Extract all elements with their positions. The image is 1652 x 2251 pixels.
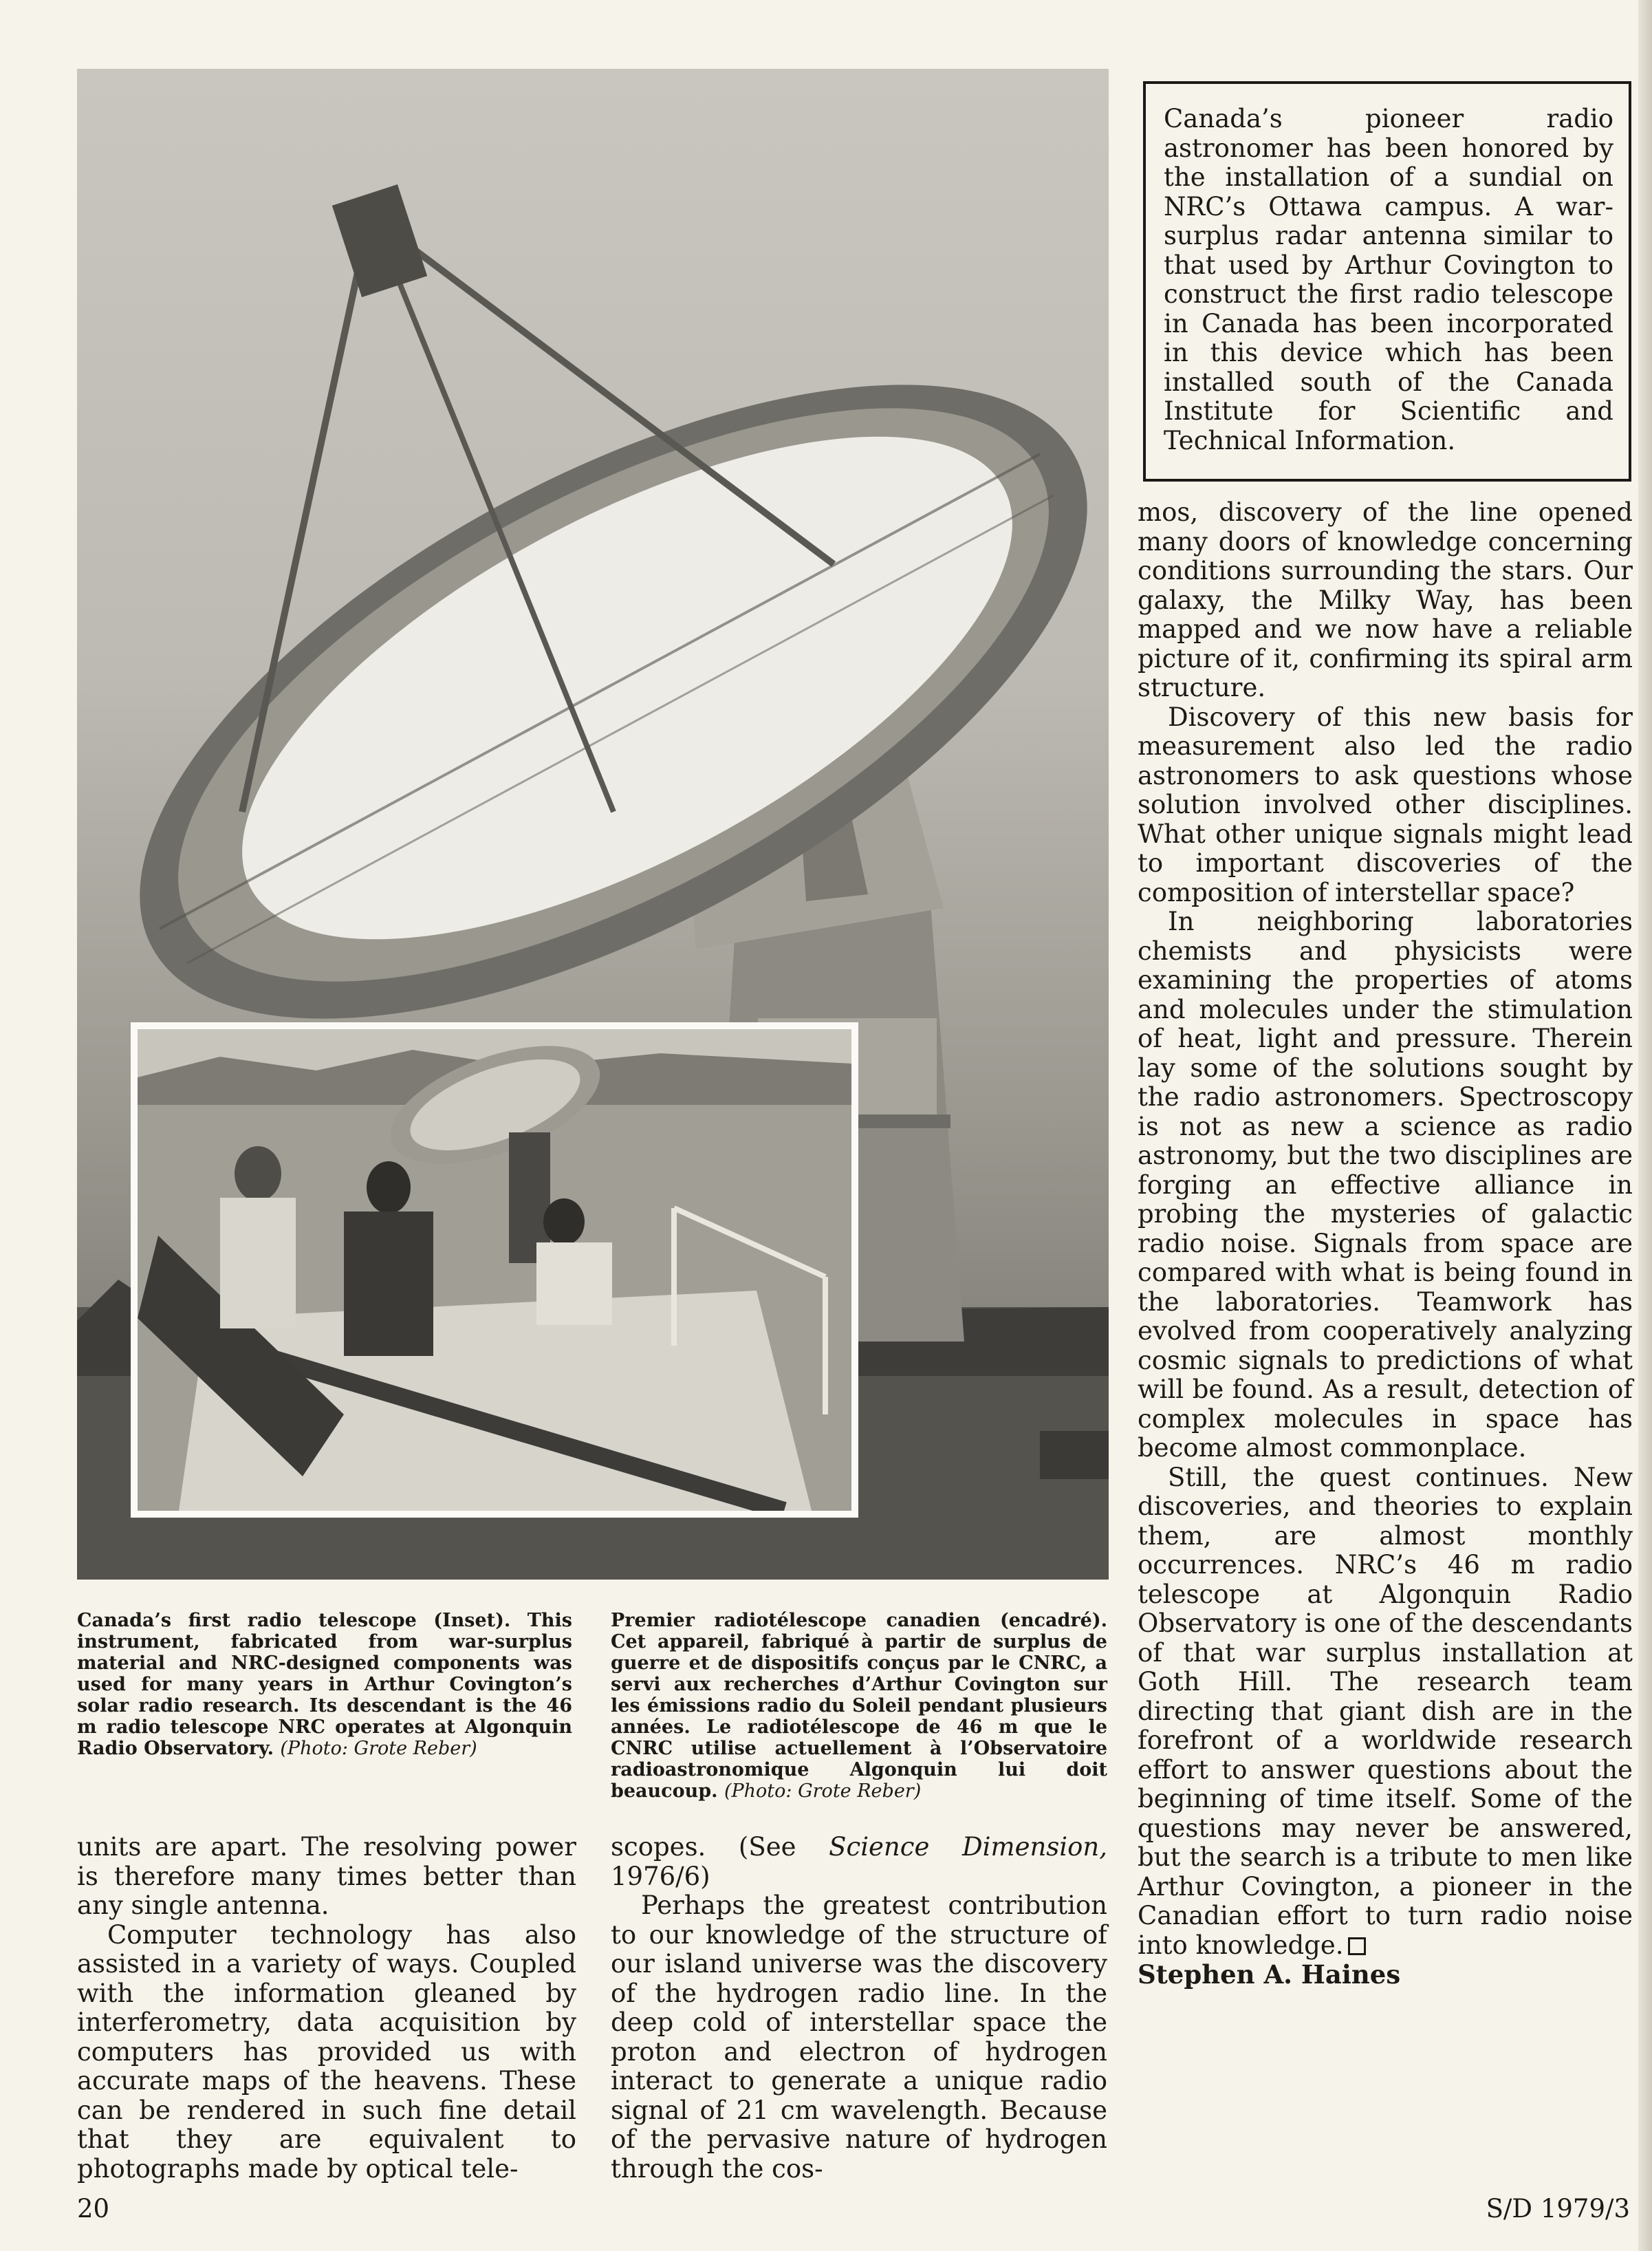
inset-photo-first-radio-telescope xyxy=(131,1022,858,1518)
column-3-paragraph-1: mos, discovery of the line opened many doors of knowledge concerning conditions surrounding the stars. Our galaxy, the Milky Way, has been mapped and we now have a reliable picture of it, confirming its spiral arm structure. xyxy=(1138,497,1633,702)
column-3-paragraph-4-text: Still, the quest continues. New discoveries, and theories to explain them, are almost monthly occurrences. NRC’s 46 m radio telescope at Algonquin Radio Observatory is one of the descendants of that war surplus installation at Goth Hill. The research team directing that giant dish are in the forefront of a worldwide research effort to answer questions about the beginning of time itself. Some of the questions may never be answered, but the search is a tribute to men like Arthur Covington, a pioneer in the Canadian effort to turn radio noise into knowledge. xyxy=(1138,1462,1633,1960)
column-3-paragraph-4 xyxy=(1138,1463,1633,1961)
column-3-paragraph-2: Discovery of this new basis for measurement also led the radio astronomers to ask questions whose solution involved other disciplines. What other unique signals might lead to important discoveries of the composition of interstellar space? xyxy=(1138,702,1633,907)
sidebar-box xyxy=(1143,81,1631,482)
article-column-2 xyxy=(611,1833,1107,2184)
page-number: 20 xyxy=(77,2194,110,2223)
column-1-paragraph-1: units are apart. The resolving power is therefore many times better than any single antenna. xyxy=(77,1832,576,1920)
issue-label: S/D 1979/3 xyxy=(1486,2194,1630,2223)
science-dimension-reference: Science Dimension, xyxy=(829,1832,1107,1862)
inset-illustration xyxy=(138,1029,851,1511)
photo-caption-english xyxy=(77,1610,572,1759)
page-edge xyxy=(1638,0,1652,2251)
column-2-paragraph-2: Perhaps the greatest contribution to our knowledge of the structure of our island universe was the discovery of the hydrogen radio line. In the deep cold of interstellar space the proton and electron of hydrogen interact to generate a unique radio signal of 21 cm wavelength. Because of the pervasive nature of hydrogen through the cos- xyxy=(611,1891,1107,2184)
photo-caption-french xyxy=(611,1610,1107,1802)
caption-french-text: Premier radiotélescope canadien (encadré). Cet appareil, fabriqué à partir de surplus de guerre et de dispositifs conçus par le CNRC, a servi aux recherches d’Arthur Covington sur les émissions radio du Soleil pendant plusieurs années. Le radiotélescope de 46 m que le CNRC utilise actuellement à l’Observatoire radioastronomique Algonquin lui doit beaucoup. xyxy=(611,1610,1107,1802)
article-column-3 xyxy=(1138,498,1633,1990)
radio-telescope-photo xyxy=(77,69,1109,1580)
caption-english-text: Canada’s first radio telescope (Inset). This instrument, fabricated from war-surplus material and NRC-designed components was used for many years in Arthur Covington’s solar radio research. Its descendant is the 46 m radio telescope NRC operates at Algonquin Radio Observatory. xyxy=(77,1610,572,1759)
article-column-1 xyxy=(77,1833,576,2184)
caption-french-credit: (Photo: Grote Reber) xyxy=(724,1780,922,1802)
column-2-paragraph-1 xyxy=(611,1833,1107,1891)
end-mark-icon xyxy=(1348,1937,1366,1955)
column-2-text-a: scopes. (See xyxy=(611,1832,829,1862)
sidebar-text: Canada’s pioneer radio astronomer has been honored by the installation of a sundial on NRC’s Ottawa campus. A war-surplus radar antenna similar to that used by Arthur Covington to construct the first radio telescope in Canada has been incorporated in this device which has been installed south of the Canada Institute for Scientific and Technical Information. xyxy=(1164,104,1613,455)
column-3-paragraph-3: In neighboring laboratories chemists and physicists were examining the properties of atoms and molecules under the stimulation of heat, light and pressure. Therein lay some of the solutions sought by the radio astronomers. Spectroscopy is not as new a science as radio astronomy, but the two disciplines are forging an effective alliance in probing the mysteries of galactic radio noise. Signals from space are compared with what is being found in the laboratories. Teamwork has evolved from cooperatively analyzing cosmic signals to predictions of what will be found. As a result, detection of complex molecules in space has become almost commonplace. xyxy=(1138,907,1633,1463)
author-byline: Stephen A. Haines xyxy=(1138,1959,1401,1990)
caption-english-credit: (Photo: Grote Reber) xyxy=(280,1738,477,1759)
column-1-paragraph-2: Computer technology has also assisted in a variety of ways. Coupled with the information gleaned by interferometry, data acquisition by computers has provided us with accurate maps of the heavens. These can be rendered in such fine detail that they are equivalent to photographs made by optical tele- xyxy=(77,1919,576,2184)
column-2-text-b: 1976/6) xyxy=(611,1861,710,1891)
